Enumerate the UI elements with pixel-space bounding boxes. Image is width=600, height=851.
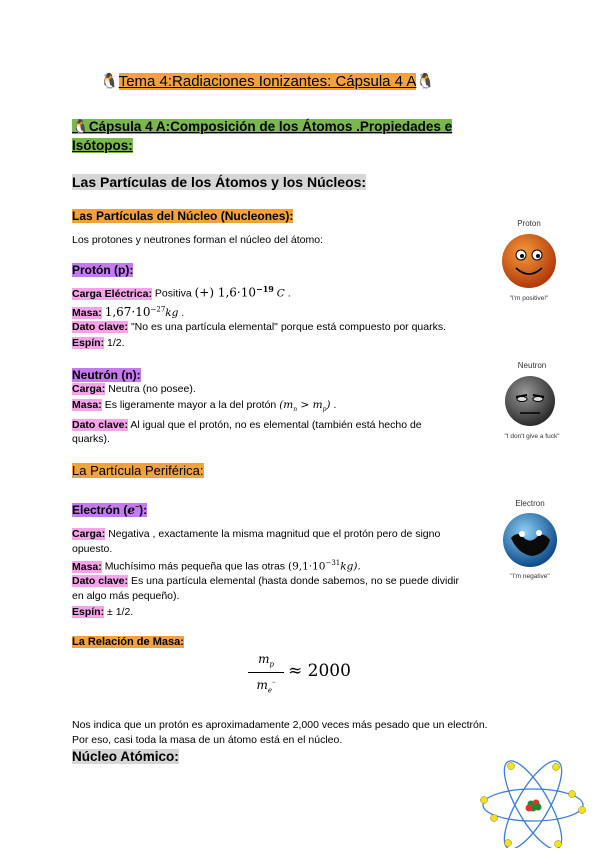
penguin-icon: 🐧 [416,73,436,90]
electron-face-icon [498,508,562,570]
neutron-illustration: Neutron "I don't give a fuck" [494,361,570,440]
proton-key: Dato clave: "No es una partícula elemental" porque está compuesto por quarks. [72,321,447,333]
electron-mass: Masa: Muchísimo más pequeña que las otras $(9,1\cdot 10^{-31}kg)$. [72,559,361,573]
relation-text: Nos indica que un protón es aproximadamente 2,000 veces más pesado que un electrón. [72,719,488,731]
electron-illustration: Electron "I'm negative" [498,499,562,580]
fraction-bar [248,672,284,673]
capsule-title: 🐧Cápsula 4 A:Composición de los Átomos .Propiedades e Isótopos: [72,119,453,153]
electron-key-cont: en algo más pequeño). [72,590,180,602]
peripheral-heading: La Partícula Periférica: [72,463,204,478]
electron-heading: Electrón (e−): [72,503,148,517]
proton-face-icon [494,228,564,292]
atom-icon [478,758,588,848]
page-title: 🐧Tema 4:Radiaciones Ionizantes: Cápsula 4 A🐧 [100,73,436,90]
mass-relation-heading: La Relación de Masa: [72,636,184,648]
atom-illustration [478,758,588,851]
section-heading-particles: Las Partículas de los Átomos y los Núcleos: [72,174,367,190]
proton-heading: Protón (p): [72,263,134,277]
neutron-key: Dato clave: Al igual que el protón, no es elemental (también está hecho de [72,419,422,431]
proton-mass: Masa: $1,67\cdot 10^{-27}kg$ . [72,305,185,319]
relation-text-2: Por eso, casi toda la masa de un átomo está en el núcleo. [72,734,343,746]
neutron-mass: Masa: Es ligeramente mayor a la del protón $(m_n > m_p)$ . [72,399,337,414]
neutron-key-cont: quarks). [72,433,110,445]
electron-charge: Carga: Negativa , exactamente la misma magnitud que el protón pero de signo [72,528,441,540]
proton-spin: Espín: 1/2. [72,337,125,349]
electron-key: Dato clave: Es una partícula elemental (hasta donde sabemos, no se puede dividir [72,575,459,587]
electron-spin: Espín: ± 1/2. [72,606,134,618]
neutron-charge: Carga: Neutra (no posee). [72,383,196,395]
penguin-icon: 🐧 [72,119,89,134]
nucleons-heading: Las Partículas del Núcleo (Nucleones): [72,209,294,223]
electron-charge-cont: opuesto. [72,543,113,555]
proton-charge: Carga Eléctrica: Positiva (+) $1,6\cdot 10^{-19}$ C . [72,284,291,300]
neutron-heading: Neutrón (n): [72,368,141,382]
penguin-icon: 🐧 [100,73,119,90]
nucleons-text: Los protones y neutrones forman el núcleo del átomo: [72,234,323,246]
proton-illustration: Proton "I'm positive!" [494,219,564,302]
nucleus-heading: Núcleo Atómico: [72,749,179,764]
neutron-face-icon [494,370,570,430]
